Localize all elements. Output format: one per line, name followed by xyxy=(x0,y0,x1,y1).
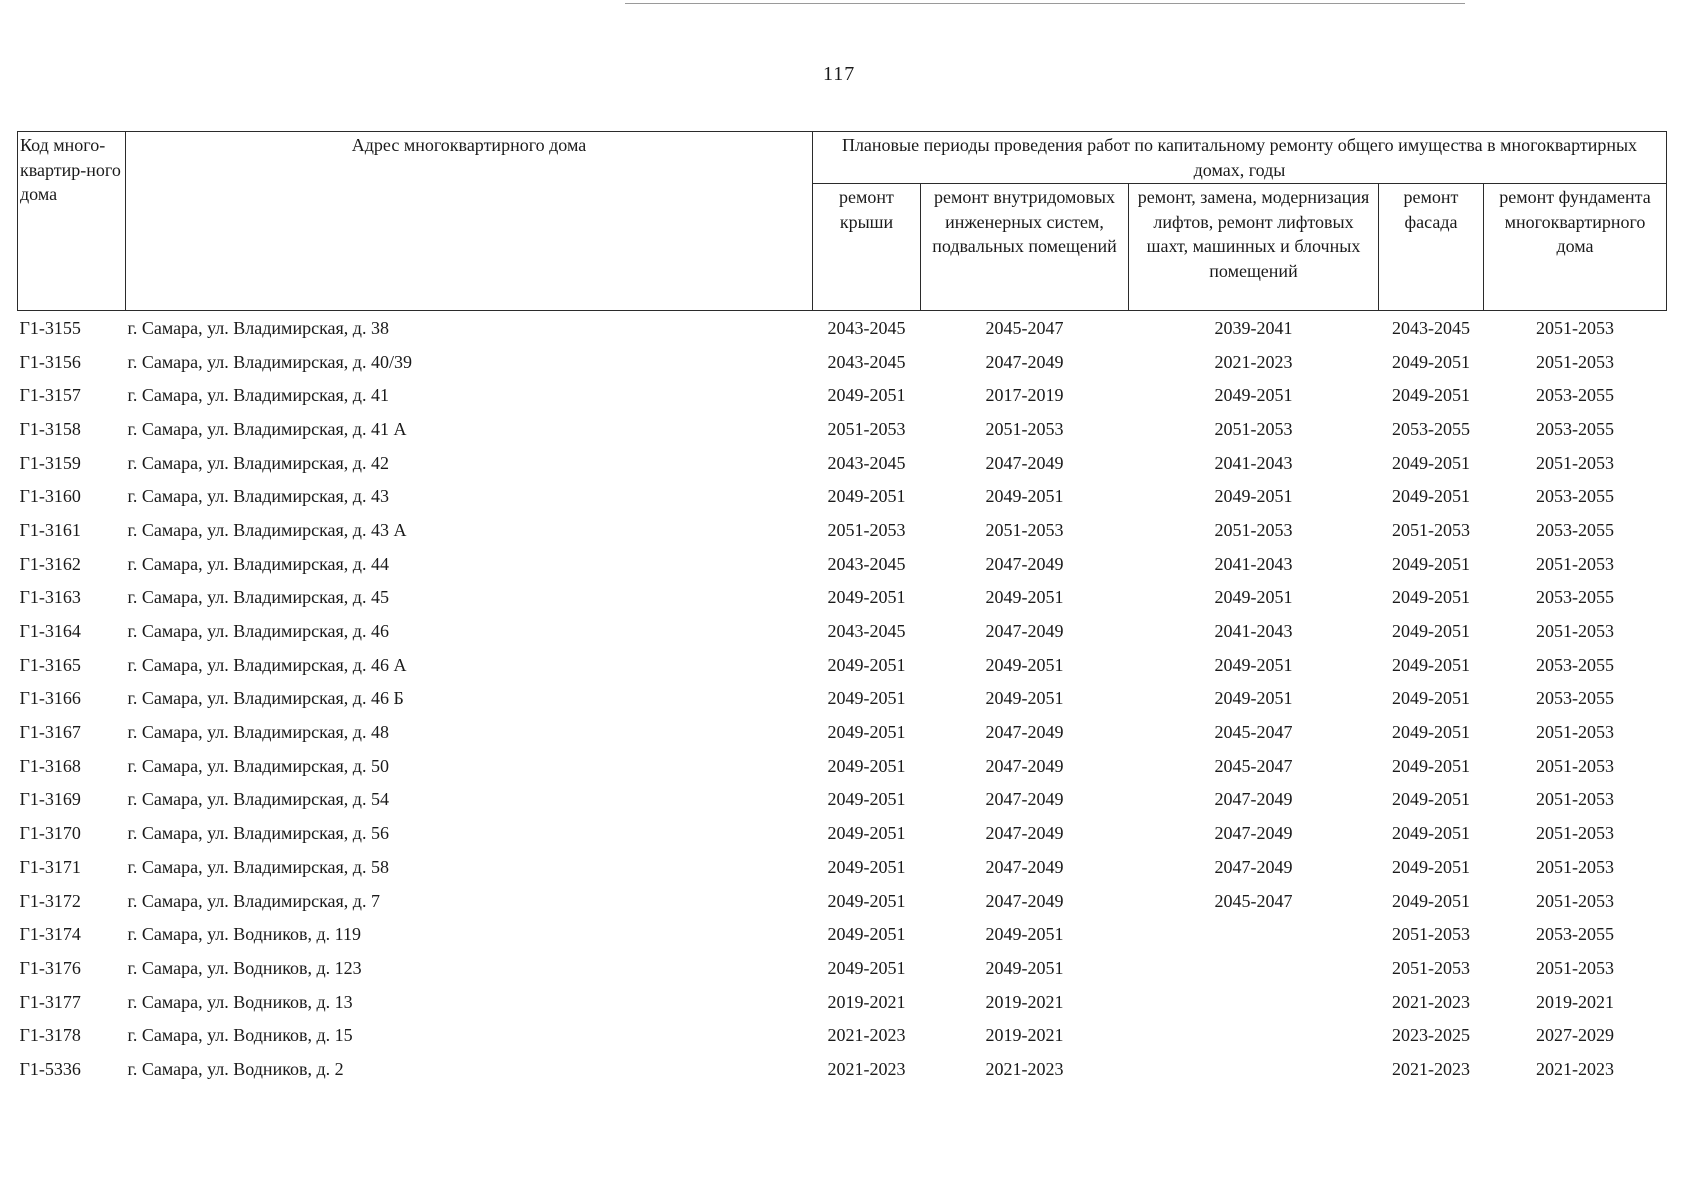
header-engineering: ремонт внутридомовых инженерных систем, подвальных помещений xyxy=(921,184,1129,311)
cell-roof: 2049-2051 xyxy=(827,654,906,675)
cell-address: г. Самара, ул. Владимирская, д. 41 А xyxy=(127,418,407,439)
cell-elevators: 2051-2053 xyxy=(1214,418,1293,439)
cell-facade: 2049-2051 xyxy=(1392,688,1470,709)
table-row xyxy=(18,749,1667,783)
cell-engineering: 2047-2049 xyxy=(985,856,1064,877)
cell-roof: 2043-2045 xyxy=(827,452,906,473)
table-row xyxy=(18,783,1667,817)
cell-foundation: 2051-2053 xyxy=(1536,722,1614,743)
cell-facade: 2049-2051 xyxy=(1392,351,1470,372)
table-body xyxy=(18,311,1667,1086)
cell-facade: 2049-2051 xyxy=(1392,621,1470,642)
header-foundation: ремонт фундамента многоквартирного дома xyxy=(1484,184,1667,311)
cell-elevators xyxy=(1129,1018,1379,1052)
cell-code: Г1-3159 xyxy=(19,452,81,473)
cell-code: Г1-3160 xyxy=(19,486,81,507)
cell-elevators: 2049-2051 xyxy=(1214,654,1293,675)
cell-address: г. Самара, ул. Водников, д. 123 xyxy=(127,957,362,978)
cell-facade: 2049-2051 xyxy=(1392,553,1470,574)
cell-facade: 2049-2051 xyxy=(1392,654,1470,675)
cell-address: г. Самара, ул. Владимирская, д. 40/39 xyxy=(127,351,412,372)
cell-foundation: 2027-2029 xyxy=(1536,1025,1614,1046)
cell-foundation: 2051-2053 xyxy=(1536,823,1614,844)
cell-code: Г1-3163 xyxy=(19,587,81,608)
cell-code: Г1-3161 xyxy=(19,519,81,540)
cell-engineering: 2019-2021 xyxy=(985,1025,1064,1046)
cell-roof: 2043-2045 xyxy=(827,621,906,642)
cell-address: г. Самара, ул. Владимирская, д. 44 xyxy=(127,553,389,574)
cell-facade: 2051-2053 xyxy=(1392,957,1470,978)
cell-foundation: 2051-2053 xyxy=(1536,553,1614,574)
cell-roof: 2021-2023 xyxy=(827,1058,906,1079)
table-row xyxy=(18,614,1667,648)
cell-elevators xyxy=(1129,951,1379,985)
cell-facade: 2049-2051 xyxy=(1392,722,1470,743)
cell-roof: 2049-2051 xyxy=(827,890,906,911)
cell-engineering: 2047-2049 xyxy=(985,823,1064,844)
cell-address: г. Самара, ул. Владимирская, д. 42 xyxy=(127,452,389,473)
cell-facade: 2049-2051 xyxy=(1392,755,1470,776)
cell-facade: 2049-2051 xyxy=(1392,890,1470,911)
cell-roof: 2021-2023 xyxy=(827,1025,906,1046)
cell-foundation: 2051-2053 xyxy=(1536,317,1614,338)
cell-roof: 2049-2051 xyxy=(827,957,906,978)
cell-facade: 2021-2023 xyxy=(1392,1058,1470,1079)
header-facade: ремонт фасада xyxy=(1379,184,1484,311)
cell-engineering: 2047-2049 xyxy=(985,890,1064,911)
header-code: Код много-квартир-ного дома xyxy=(18,132,126,311)
cell-roof: 2019-2021 xyxy=(827,991,906,1012)
cell-engineering: 2051-2053 xyxy=(985,418,1064,439)
cell-foundation: 2051-2053 xyxy=(1536,621,1614,642)
cell-roof: 2049-2051 xyxy=(827,688,906,709)
cell-engineering: 2047-2049 xyxy=(985,789,1064,810)
cell-address: г. Самара, ул. Владимирская, д. 48 xyxy=(127,722,389,743)
cell-foundation: 2051-2053 xyxy=(1536,351,1614,372)
cell-engineering: 2051-2053 xyxy=(985,519,1064,540)
cell-elevators: 2049-2051 xyxy=(1214,486,1293,507)
table-row xyxy=(18,479,1667,513)
cell-elevators: 2039-2041 xyxy=(1214,317,1293,338)
cell-foundation: 2053-2055 xyxy=(1536,418,1614,439)
cell-code: Г1-3158 xyxy=(19,418,81,439)
cell-engineering: 2049-2051 xyxy=(985,486,1064,507)
cell-facade: 2049-2051 xyxy=(1392,486,1470,507)
cell-elevators: 2049-2051 xyxy=(1214,385,1293,406)
table-row xyxy=(18,951,1667,985)
cell-elevators: 2041-2043 xyxy=(1214,621,1293,642)
cell-elevators: 2041-2043 xyxy=(1214,553,1293,574)
table-row xyxy=(18,345,1667,379)
cell-code: Г1-3177 xyxy=(19,991,81,1012)
cell-code: Г1-3166 xyxy=(19,688,81,709)
cell-code: Г1-3165 xyxy=(19,654,81,675)
cell-facade: 2049-2051 xyxy=(1392,587,1470,608)
capital-repair-schedule-table xyxy=(17,131,1667,1086)
cell-code: Г1-3168 xyxy=(19,755,81,776)
cell-roof: 2043-2045 xyxy=(827,553,906,574)
cell-address: г. Самара, ул. Владимирская, д. 50 xyxy=(127,755,389,776)
table-row xyxy=(18,446,1667,480)
page-number: 117 xyxy=(823,63,856,85)
top-rule xyxy=(625,3,1465,4)
cell-code: Г1-3167 xyxy=(19,722,81,743)
table-row xyxy=(18,816,1667,850)
table-row xyxy=(18,513,1667,547)
cell-engineering: 2047-2049 xyxy=(985,755,1064,776)
cell-code: Г1-3155 xyxy=(19,317,81,338)
table-row xyxy=(18,311,1667,345)
cell-engineering: 2045-2047 xyxy=(985,317,1064,338)
cell-elevators: 2045-2047 xyxy=(1214,755,1293,776)
cell-roof: 2049-2051 xyxy=(827,722,906,743)
table-row xyxy=(18,850,1667,884)
cell-foundation: 2051-2053 xyxy=(1536,789,1614,810)
cell-address: г. Самара, ул. Владимирская, д. 7 xyxy=(127,890,380,911)
cell-facade: 2051-2053 xyxy=(1392,519,1470,540)
cell-address: г. Самара, ул. Водников, д. 2 xyxy=(127,1058,344,1079)
cell-roof: 2049-2051 xyxy=(827,486,906,507)
cell-facade: 2049-2051 xyxy=(1392,823,1470,844)
table-row xyxy=(18,715,1667,749)
cell-elevators: 2049-2051 xyxy=(1214,587,1293,608)
cell-code: Г1-3156 xyxy=(19,351,81,372)
cell-roof: 2051-2053 xyxy=(827,418,906,439)
cell-engineering: 2049-2051 xyxy=(985,654,1064,675)
table-header xyxy=(18,132,1667,311)
header-planned-periods: Плановые периоды проведения работ по капитальному ремонту общего имущества в многоквартирных домах, годы xyxy=(813,132,1667,184)
table-row xyxy=(18,1052,1667,1086)
cell-elevators: 2047-2049 xyxy=(1214,823,1293,844)
table-row xyxy=(18,884,1667,918)
cell-address: г. Самара, ул. Владимирская, д. 41 xyxy=(127,385,389,406)
cell-elevators xyxy=(1129,1052,1379,1086)
cell-facade: 2043-2045 xyxy=(1392,317,1470,338)
cell-foundation: 2053-2055 xyxy=(1536,924,1614,945)
cell-code: Г1-3157 xyxy=(19,385,81,406)
cell-engineering: 2047-2049 xyxy=(985,452,1064,473)
cell-code: Г1-5336 xyxy=(19,1058,81,1079)
cell-roof: 2049-2051 xyxy=(827,755,906,776)
cell-code: Г1-3162 xyxy=(19,553,81,574)
cell-engineering: 2049-2051 xyxy=(985,688,1064,709)
cell-engineering: 2019-2021 xyxy=(985,991,1064,1012)
cell-foundation: 2051-2053 xyxy=(1536,890,1614,911)
cell-foundation: 2053-2055 xyxy=(1536,654,1614,675)
cell-roof: 2051-2053 xyxy=(827,519,906,540)
cell-code: Г1-3178 xyxy=(19,1025,81,1046)
cell-code: Г1-3174 xyxy=(19,924,81,945)
cell-code: Г1-3176 xyxy=(19,957,81,978)
cell-elevators: 2045-2047 xyxy=(1214,722,1293,743)
cell-foundation: 2051-2053 xyxy=(1536,957,1614,978)
table-row xyxy=(18,917,1667,951)
cell-elevators: 2047-2049 xyxy=(1214,789,1293,810)
cell-code: Г1-3171 xyxy=(19,856,81,877)
cell-facade: 2049-2051 xyxy=(1392,856,1470,877)
header-address: Адрес многоквартирного дома xyxy=(126,132,813,311)
cell-roof: 2049-2051 xyxy=(827,789,906,810)
cell-address: г. Самара, ул. Владимирская, д. 46 А xyxy=(127,654,407,675)
cell-foundation: 2053-2055 xyxy=(1536,519,1614,540)
cell-facade: 2021-2023 xyxy=(1392,991,1470,1012)
cell-elevators: 2021-2023 xyxy=(1214,351,1293,372)
cell-code: Г1-3164 xyxy=(19,621,81,642)
cell-address: г. Самара, ул. Водников, д. 15 xyxy=(127,1025,353,1046)
cell-foundation: 2053-2055 xyxy=(1536,587,1614,608)
cell-roof: 2043-2045 xyxy=(827,317,906,338)
cell-foundation: 2053-2055 xyxy=(1536,688,1614,709)
cell-address: г. Самара, ул. Водников, д. 13 xyxy=(127,991,353,1012)
cell-foundation: 2051-2053 xyxy=(1536,452,1614,473)
header-roof: ремонт крыши xyxy=(813,184,921,311)
cell-foundation: 2053-2055 xyxy=(1536,385,1614,406)
table-row xyxy=(18,985,1667,1019)
cell-roof: 2049-2051 xyxy=(827,385,906,406)
cell-address: г. Самара, ул. Владимирская, д. 46 xyxy=(127,621,389,642)
table-row xyxy=(18,378,1667,412)
cell-address: г. Самара, ул. Владимирская, д. 38 xyxy=(127,317,389,338)
cell-address: г. Самара, ул. Владимирская, д. 58 xyxy=(127,856,389,877)
cell-roof: 2043-2045 xyxy=(827,351,906,372)
cell-facade: 2051-2053 xyxy=(1392,924,1470,945)
cell-facade: 2023-2025 xyxy=(1392,1025,1470,1046)
cell-facade: 2049-2051 xyxy=(1392,385,1470,406)
cell-facade: 2053-2055 xyxy=(1392,418,1470,439)
cell-address: г. Самара, ул. Владимирская, д. 43 xyxy=(127,486,389,507)
cell-facade: 2049-2051 xyxy=(1392,452,1470,473)
cell-elevators xyxy=(1129,985,1379,1019)
cell-foundation: 2021-2023 xyxy=(1536,1058,1614,1079)
cell-engineering: 2017-2019 xyxy=(985,385,1064,406)
cell-roof: 2049-2051 xyxy=(827,856,906,877)
cell-address: г. Самара, ул. Водников, д. 119 xyxy=(127,924,362,945)
cell-engineering: 2047-2049 xyxy=(985,621,1064,642)
cell-code: Г1-3172 xyxy=(19,890,81,911)
table-row xyxy=(18,682,1667,716)
cell-elevators: 2051-2053 xyxy=(1214,519,1293,540)
cell-code: Г1-3169 xyxy=(19,789,81,810)
cell-engineering: 2049-2051 xyxy=(985,957,1064,978)
table-row xyxy=(18,547,1667,581)
cell-elevators: 2049-2051 xyxy=(1214,688,1293,709)
cell-foundation: 2051-2053 xyxy=(1536,755,1614,776)
cell-elevators: 2045-2047 xyxy=(1214,890,1293,911)
cell-foundation: 2051-2053 xyxy=(1536,856,1614,877)
cell-foundation: 2053-2055 xyxy=(1536,486,1614,507)
cell-elevators: 2041-2043 xyxy=(1214,452,1293,473)
cell-address: г. Самара, ул. Владимирская, д. 43 А xyxy=(127,519,407,540)
table-row xyxy=(18,581,1667,615)
cell-roof: 2049-2051 xyxy=(827,924,906,945)
cell-elevators xyxy=(1129,917,1379,951)
cell-facade: 2049-2051 xyxy=(1392,789,1470,810)
header-elevators: ремонт, замена, модернизация лифтов, ремонт лифтовых шахт, машинных и блочных помещений xyxy=(1129,184,1379,311)
cell-engineering: 2021-2023 xyxy=(985,1058,1064,1079)
table-row xyxy=(18,1018,1667,1052)
cell-code: Г1-3170 xyxy=(19,823,81,844)
cell-engineering: 2047-2049 xyxy=(985,351,1064,372)
cell-elevators: 2047-2049 xyxy=(1214,856,1293,877)
table-row xyxy=(18,412,1667,446)
cell-engineering: 2047-2049 xyxy=(985,722,1064,743)
cell-roof: 2049-2051 xyxy=(827,823,906,844)
cell-address: г. Самара, ул. Владимирская, д. 45 xyxy=(127,587,389,608)
cell-roof: 2049-2051 xyxy=(827,587,906,608)
cell-engineering: 2047-2049 xyxy=(985,553,1064,574)
cell-address: г. Самара, ул. Владимирская, д. 56 xyxy=(127,823,389,844)
cell-address: г. Самара, ул. Владимирская, д. 46 Б xyxy=(127,688,404,709)
cell-address: г. Самара, ул. Владимирская, д. 54 xyxy=(127,789,389,810)
table-row xyxy=(18,648,1667,682)
cell-foundation: 2019-2021 xyxy=(1536,991,1614,1012)
cell-engineering: 2049-2051 xyxy=(985,924,1064,945)
cell-engineering: 2049-2051 xyxy=(985,587,1064,608)
